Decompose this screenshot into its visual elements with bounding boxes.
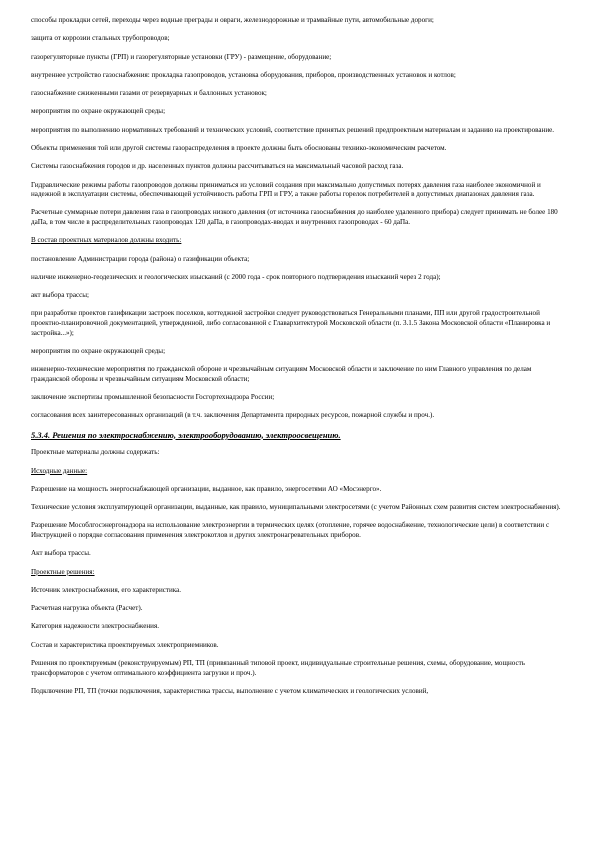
paragraph: Категория надежности электроснабжения. — [31, 622, 159, 631]
paragraph: Разрешение на мощность энергоснабжающей организации, выданное, как правило, энергосетями АО «Мосэнерго». — [31, 484, 382, 493]
paragraph: заключение экспертизы промышленной безопасности Госгортехнадзора России; — [31, 393, 275, 402]
paragraph: Проектные решения: — [31, 567, 95, 576]
paragraph: Акт выбора трассы. — [31, 549, 91, 558]
section-heading: 5.3.4. Решения по электроснабжению, электрооборудованию, электроосвещению. — [31, 429, 341, 440]
paragraph: Проектные материалы должны содержать: — [31, 448, 160, 457]
paragraph: внутреннее устройство газоснабжения: прокладка газопроводов, установка оборудования, приборов, производственных установок и котлов; — [31, 70, 456, 79]
paragraph: Системы газоснабжения городов и др. населенных пунктов должны рассчитываться на максимальный часовой расход газа. — [31, 162, 404, 171]
paragraph: Подключение РП, ТП (точки подключения, характеристика трассы, выполнение с учетом климатических и геологических условий, — [31, 686, 429, 695]
paragraph: Технические условия эксплуатирующей организации, выданные, как правило, муниципальными электросетями (с учетом Районных схем развития систем электроснабжения). — [31, 503, 561, 512]
paragraph: наличие инженерно-геодезических и геологических изысканий (с 2000 года - срок повторного подтверждения изысканий через 2 года); — [31, 272, 441, 281]
paragraph: Решения по проектируемым (реконструируемым) РП, ТП (привязанный типовой проект, индивидуальные строительные решения, схемы, оборудование, мощность трансформаторов с учетом оптимального коэффициента загрузки и проч.). — [31, 658, 525, 677]
paragraph: мероприятия по выполнению нормативных требований и технических условий, соответствие принятых решений предпроектным материалам и заданию на проектирование. — [31, 125, 555, 134]
paragraph: Состав и характеристика проектируемых электроприемников. — [31, 640, 219, 649]
paragraph: В состав проектных материалов должны входить: — [31, 236, 182, 245]
paragraph: инженерно-технические мероприятия по гражданской обороне и чрезвычайным ситуациям Московской области и заключение по ним Главного управления по делам гражданской обороны и чрезвычайным ситуациям Московской области; — [31, 365, 532, 383]
paragraph: мероприятия по охране окружающей среды; — [31, 346, 166, 355]
paragraph: Источник электроснабжения, его характеристика. — [31, 585, 182, 594]
paragraph: постановление Администрации города (района) о газификации объекта; — [31, 254, 250, 263]
paragraph: согласования всех заинтересованных организаций (в т.ч. заключения Департамента природных ресурсов, пожарной службы и проч.). — [31, 411, 435, 420]
paragraph: защита от коррозии стальных трубопроводов; — [31, 34, 170, 43]
paragraph: способы прокладки сетей, переходы через водные преграды и овраги, железнодорожные и трамвайные пути, автомобильные дороги; — [31, 16, 434, 24]
paragraph: при разработке проектов газификации застроек поселков, коттеджной застройки следует руководствоваться Генеральными планами, ПП или другой градостроительной проектно-планировочной документацией, утвержденной, либо согласованной с Главархитектурой Московской области (п. 3.1.5 Закона Московской области «Планировка и застройка...»); — [31, 309, 551, 337]
paragraph: газоснабжение сжиженными газами от резервуарных и баллонных установок; — [31, 89, 267, 98]
paragraph: Расчетная нагрузка объекта (Расчет). — [31, 604, 143, 613]
paragraph: акт выбора трассы; — [31, 291, 90, 300]
paragraph: Гидравлические режимы работы газопроводов должны приниматься из условий создания при максимально допустимых потерях давления газа наиболее экономичной и надежной в эксплуатации системы, обеспечивающей устойчивость работы ГРП и ГРУ, а также работы горелок потребителей в допустимых диапазонах давления газа. — [31, 180, 541, 199]
paragraph: Разрешение Мособлгосэнергонадзора на использование электроэнергии в термических целях (отопление, горячее водоснабжение, технологические цели) в соответствии с Инструкцией о порядке согласования применения электрокотлов и других электронагревательных приборов. — [31, 521, 550, 539]
document-page — [31, 16, 566, 705]
paragraph: Расчетные суммарные потери давления газа в газопроводах низкого давления (от источника газоснабжения до наиболее удаленного прибора) следует принимать не более 180 даПа, в том числе в распределительных газопроводах 120 даПа, в газопроводах-вводах и внутренних газопроводах - 60 даПа. — [31, 208, 558, 226]
paragraph: мероприятия по охране окружающей среды; — [31, 107, 166, 116]
paragraph: Исходные данные: — [31, 466, 88, 475]
paragraph: Объекты применения той или другой системы газораспределения в проекте должны быть обоснованы технико-экономическим расчетом. — [31, 143, 447, 152]
paragraph: газорегуляторные пункты (ГРП) и газорегуляторные установки (ГРУ) - размещение, оборудование; — [31, 52, 332, 61]
